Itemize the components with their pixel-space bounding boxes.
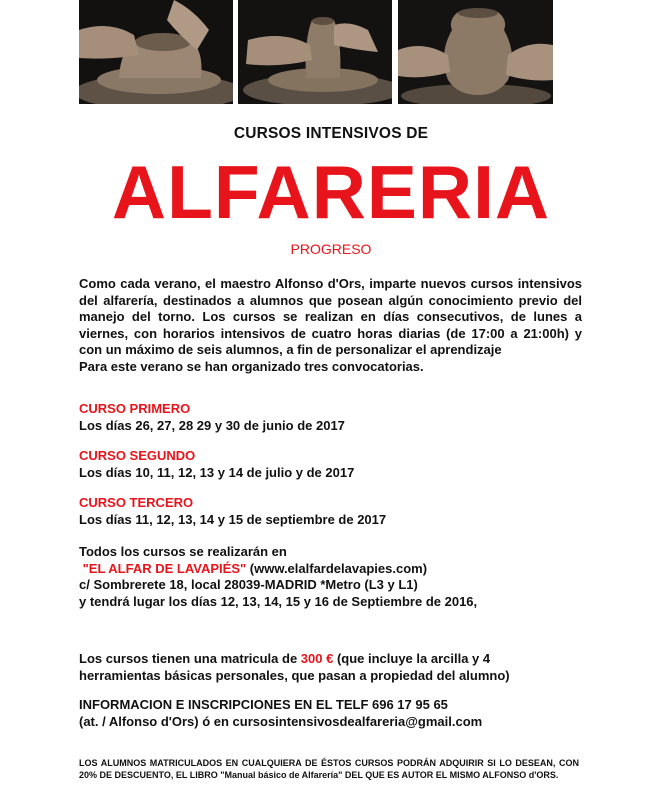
course-dates: Los días 11, 12, 13, 14 y 15 de septiembre de 2017 xyxy=(79,511,387,527)
fee-section xyxy=(79,651,582,684)
course-block xyxy=(79,495,582,528)
course-title: CURSO PRIMERO xyxy=(79,401,191,416)
venue-dates: y tendrá lugar los días 12, 13, 14, 15 y 16 de Septiembre de 2016, xyxy=(79,593,478,609)
fee-line-2: herramientas básicas personales, que pasan a propiedad del alumno) xyxy=(79,667,510,683)
fee-line xyxy=(79,651,582,668)
fee-includes: (que incluye la arcilla y 4 xyxy=(333,651,491,666)
venue-name: "EL ALFAR DE LAVAPIÉS" xyxy=(82,560,247,576)
venue-intro: Todos los cursos se realizarán en xyxy=(79,544,287,559)
contact-phone: INFORMACION E INSCRIPCIONES EN EL TELF 696 17 95 65 xyxy=(79,697,448,712)
hands-centering-clay-photo xyxy=(79,0,233,104)
page-title: ALFARERIA xyxy=(111,150,551,234)
course-title: CURSO SEGUNDO xyxy=(79,448,196,463)
course-dates: Los días 10, 11, 12, 13 y 14 de julio y de 2017 xyxy=(79,464,355,480)
book-discount-note: LOS ALUMNOS MATRICULADOS EN CUALQUIERA DE ÉSTOS CURSOS PODRÁN ADQUIRIR SI LO DESEAN, CON 20% DE DESCUENTO, EL LIBRO "Manual básico de Alfarería" DEL QUE ES AUTOR EL MISMO ALFONSO d'ORS. xyxy=(79,758,579,780)
venue-name-line xyxy=(79,561,582,578)
hands-raising-cylinder-photo xyxy=(238,0,392,104)
venue-section xyxy=(79,544,582,610)
convocatorias-text: Para este verano se han organizado tres convocatorias. xyxy=(79,358,424,374)
course-heading: CURSOS INTENSIVOS DE xyxy=(233,125,429,142)
fee-text: Los cursos tienen una matricula de xyxy=(79,651,301,666)
intro-section xyxy=(79,276,582,375)
venue-address: c/ Sombrerete 18, local 28039-MADRID *Metro (L3 y L1) xyxy=(79,577,418,592)
intro-paragraph: Como cada verano, el maestro Alfonso d'Ors, imparte nuevos cursos intensivos del alfarería, destinados a alumnos que posean algún conocimiento previo del manejo del torno. Los cursos se realizan en días consecutivos, de lunes a viernes, con horarios intensivos de cuatro horas diarias (de 17:00 a 21:00h) y con un máximo de seis alumnos, a fin de personalizar el aprendizaje xyxy=(79,276,582,357)
page-subtitle: PROGRESO xyxy=(290,241,372,257)
contact-section xyxy=(79,697,582,730)
course-block xyxy=(79,401,582,434)
course-dates: Los días 26, 27, 28 29 y 30 de junio de 2017 xyxy=(79,417,345,433)
finished-vase-photo xyxy=(398,0,553,104)
contact-email: (at. / Alfonso d'Ors) ó en cursosintensivosdealfareria@gmail.com xyxy=(79,713,483,729)
photo-strip xyxy=(0,0,662,104)
venue-website: (www.elalfardelavapies.com) xyxy=(246,560,428,576)
course-title: CURSO TERCERO xyxy=(79,495,194,510)
course-block xyxy=(79,448,582,481)
fee-price: 300 € xyxy=(300,651,334,666)
